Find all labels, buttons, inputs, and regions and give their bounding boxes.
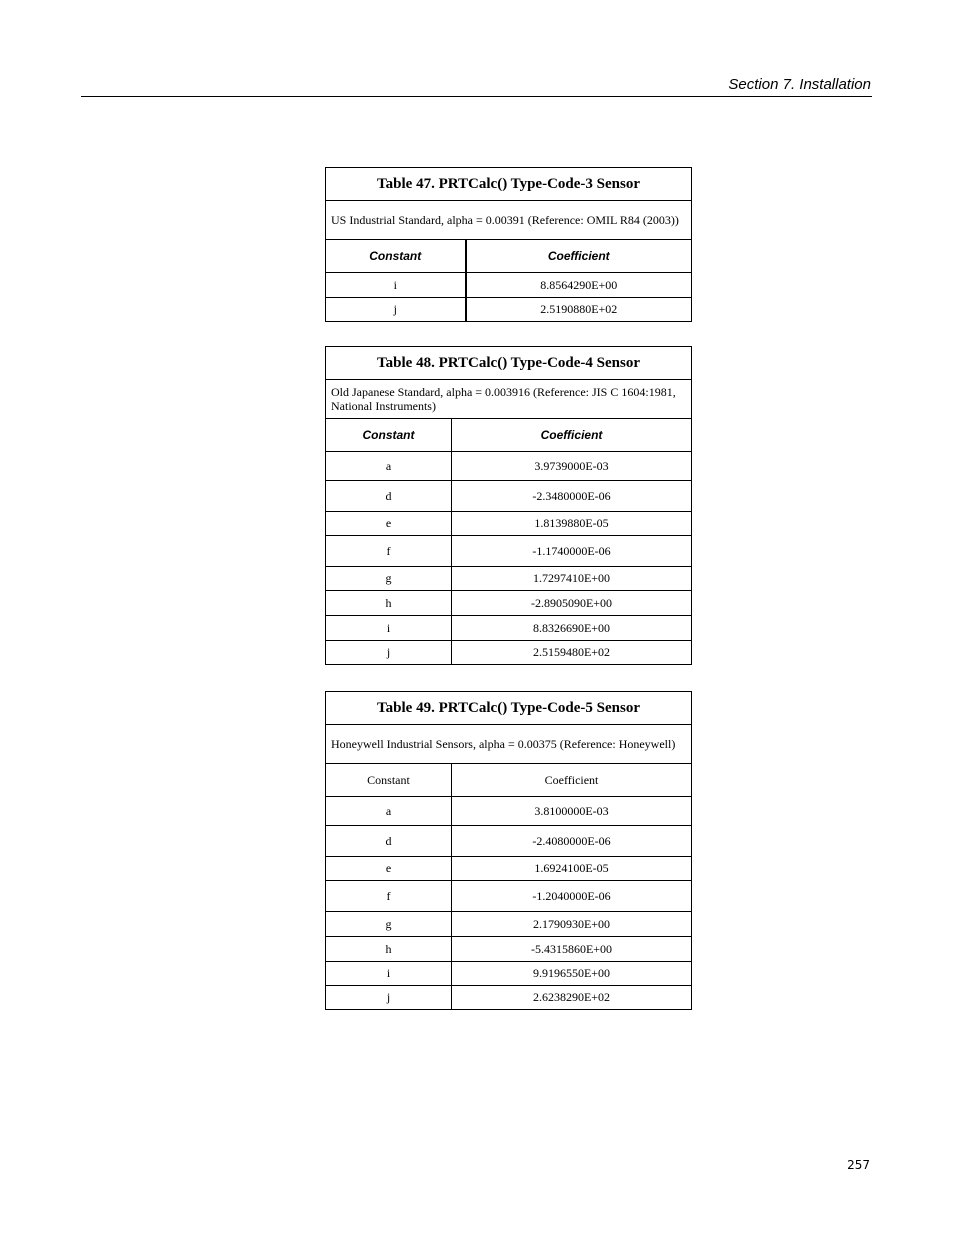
coefficient-cell: 2.1790930E+00 (452, 912, 692, 937)
constant-cell: a (326, 452, 452, 481)
table-row (326, 273, 692, 298)
page-number: 257 (847, 1158, 870, 1172)
coefficient-cell: 8.8564290E+00 (466, 273, 692, 298)
header-rule (81, 96, 872, 97)
table-row (326, 481, 692, 512)
constant-cell: j (326, 986, 452, 1010)
table-row (326, 591, 692, 616)
table-row (326, 641, 692, 665)
constant-cell: j (326, 641, 452, 665)
coefficient-cell: -5.4315860E+00 (452, 937, 692, 962)
coefficient-cell: -1.1740000E-06 (452, 536, 692, 567)
table-row (326, 452, 692, 481)
table-row (326, 298, 692, 322)
table-description: US Industrial Standard, alpha = 0.00391 (Reference: OMIL R84 (2003)) (326, 201, 692, 240)
coefficient-cell: 8.8326690E+00 (452, 616, 692, 641)
constant-cell: i (326, 273, 466, 298)
table-row (326, 616, 692, 641)
constant-cell: e (326, 857, 452, 881)
column-header-constant: Constant (326, 764, 452, 797)
table-description: Old Japanese Standard, alpha = 0.003916 (Reference: JIS C 1604:1981, National Instruments) (326, 380, 692, 419)
table-row (326, 512, 692, 536)
table-row (326, 881, 692, 912)
table-title: Table 47. PRTCalc() Type-Code-3 Sensor (326, 168, 692, 201)
table-row (326, 536, 692, 567)
coefficient-cell: -1.2040000E-06 (452, 881, 692, 912)
coefficient-cell: 1.8139880E-05 (452, 512, 692, 536)
table-row (326, 797, 692, 826)
table-row (326, 986, 692, 1010)
table-title: Table 48. PRTCalc() Type-Code-4 Sensor (326, 347, 692, 380)
column-header-coefficient: Coefficient (452, 764, 692, 797)
constant-cell: d (326, 481, 452, 512)
constant-cell: a (326, 797, 452, 826)
table-row (326, 937, 692, 962)
table-type-code-3 (325, 167, 692, 322)
coefficient-cell: 2.5190880E+02 (466, 298, 692, 322)
coefficient-cell: 2.5159480E+02 (452, 641, 692, 665)
constant-cell: h (326, 937, 452, 962)
constant-cell: h (326, 591, 452, 616)
coefficient-cell: -2.4080000E-06 (452, 826, 692, 857)
table-description: Honeywell Industrial Sensors, alpha = 0.00375 (Reference: Honeywell) (326, 725, 692, 764)
constant-cell: i (326, 962, 452, 986)
coefficient-cell: 1.7297410E+00 (452, 567, 692, 591)
table-row (326, 567, 692, 591)
constant-cell: e (326, 512, 452, 536)
constant-cell: i (326, 616, 452, 641)
coefficient-cell: -2.8905090E+00 (452, 591, 692, 616)
table-type-code-4 (325, 346, 692, 665)
table-title: Table 49. PRTCalc() Type-Code-5 Sensor (326, 692, 692, 725)
constant-cell: g (326, 912, 452, 937)
column-header-coefficient: Coefficient (452, 419, 692, 452)
column-header-constant: Constant (326, 419, 452, 452)
constant-cell: f (326, 881, 452, 912)
constant-cell: g (326, 567, 452, 591)
constant-cell: j (326, 298, 466, 322)
coefficient-cell: 2.6238290E+02 (452, 986, 692, 1010)
table-row (326, 826, 692, 857)
coefficient-cell: 3.9739000E-03 (452, 452, 692, 481)
coefficient-cell: 1.6924100E-05 (452, 857, 692, 881)
coefficient-cell: 9.9196550E+00 (452, 962, 692, 986)
constant-cell: f (326, 536, 452, 567)
coefficient-cell: 3.8100000E-03 (452, 797, 692, 826)
column-header-coefficient: Coefficient (466, 240, 692, 273)
constant-cell: d (326, 826, 452, 857)
section-header: Section 7. Installation (728, 76, 871, 93)
table-row (326, 962, 692, 986)
table-type-code-5 (325, 691, 692, 1010)
column-header-constant: Constant (326, 240, 466, 273)
table-row (326, 857, 692, 881)
coefficient-cell: -2.3480000E-06 (452, 481, 692, 512)
table-row (326, 912, 692, 937)
